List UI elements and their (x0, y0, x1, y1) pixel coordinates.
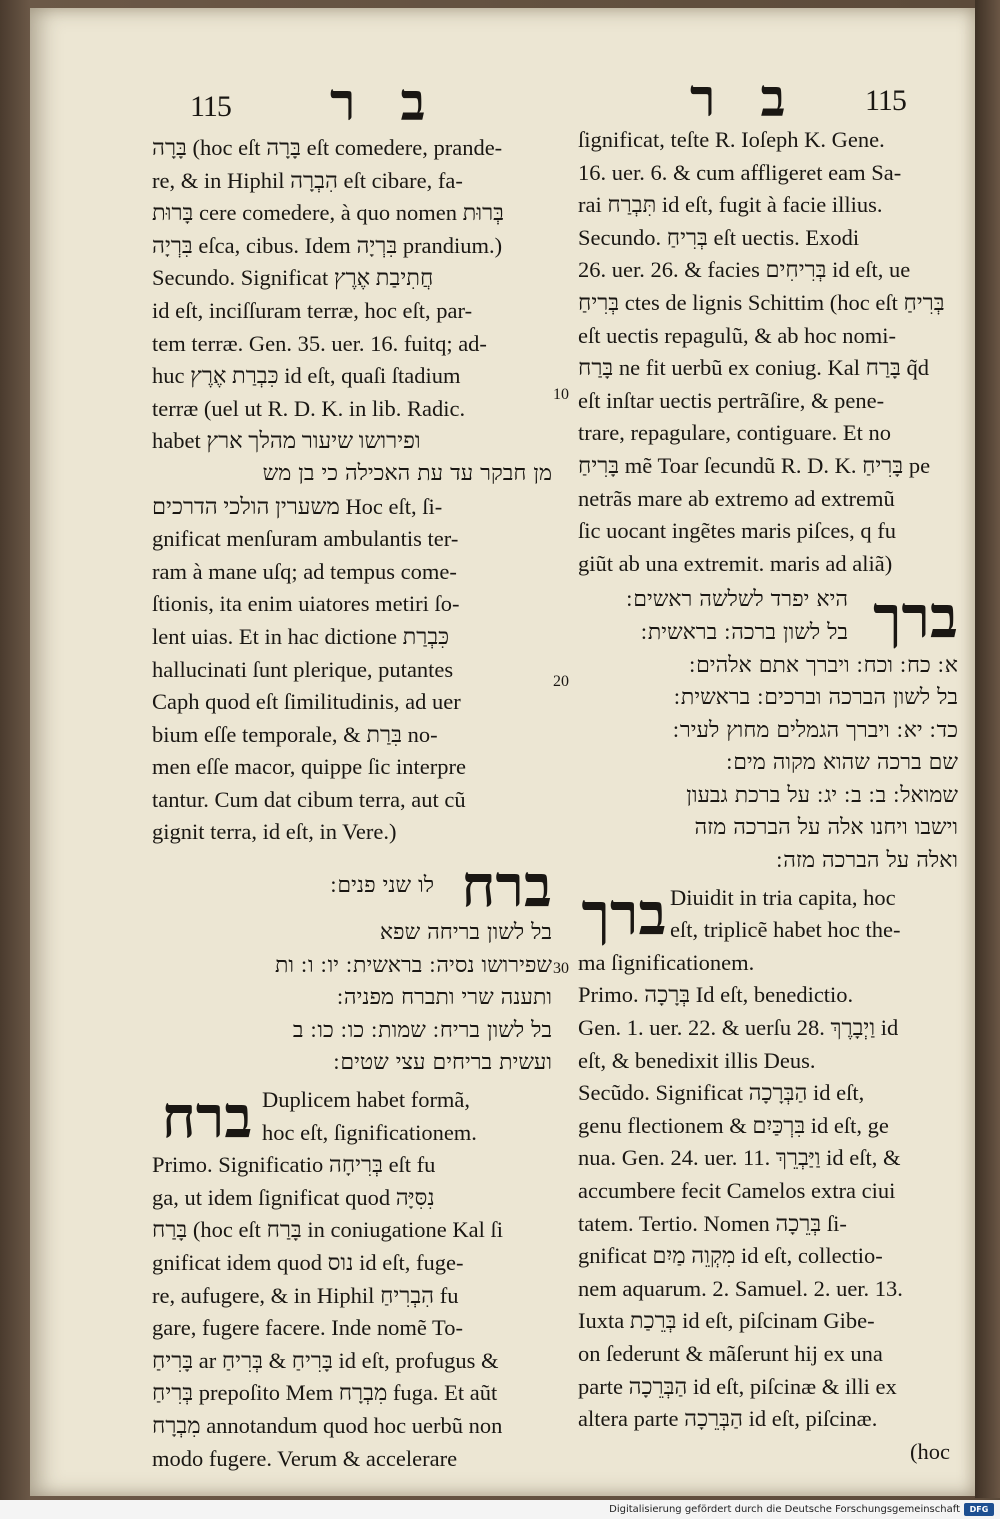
text-line: Secundo. Significat חֲתִיבַת אֶרֶץ (152, 265, 434, 291)
text-line: lent uias. Et in hac dictione כִּבְרַת (152, 623, 450, 649)
text-line: re, & in Hiphil הִבְרָה eſt cibare, fa- (152, 167, 463, 193)
text-line: eſt inſtar uectis pertrãſire, & pene- (578, 387, 885, 413)
text-line: accumbere fecit Camelos extra ciui (578, 1178, 896, 1203)
hebrew-text-line: שמואל ׃ ב ׃ ב ׃ יג ׃ על ברכת גבעון (686, 782, 958, 808)
text-line: ga, ut idem ſignificat quod נִסִּיָּה (152, 1184, 435, 1210)
text-line: gnificat menſuram ambulantis ter- (152, 526, 459, 552)
text-line: gnificat idem quod נוס id eſt, fuge- (152, 1250, 464, 1275)
entry-barach (152, 852, 552, 921)
text-line: eſt uectis repagulũ, & ab hoc nomi- (578, 322, 897, 348)
hebrew-text-line: בל לשון ברכה ׃ בראשית ׃ (640, 619, 848, 645)
hebrew-text-line: שפירושו נסיה ׃ בראשית ׃ יו ׃ ו ׃ ות (275, 952, 552, 978)
text-line: בָּרִיחַ ar בָּרִיחַ & בְּרִיחַ id eſt, profugus & (152, 1347, 499, 1373)
hebrew-text-line: ותענה שרי ותברח מפניה ׃ (336, 985, 552, 1011)
hebrew-text-line: היא יפרד לשלשה ראשים ׃ (626, 587, 848, 613)
margin-line-number: 10 (553, 386, 569, 403)
text-line: מִבְרָח annotandum quod hoc uerbũ non (152, 1412, 503, 1438)
text-line: gignit terra, id eſt, in Vere.) (152, 819, 397, 845)
text-line: בָּרַח ne fit uerbũ ex coniug. Kal בָּרַח q̃d (578, 355, 929, 381)
hebrew-text-line: בל לשון בריח ׃ שמות ׃ כו ׃ כו ׃ ב (292, 1017, 552, 1043)
book-edge (975, 0, 1000, 1498)
text-line: בְּרִיחַ ctes de lignis Schittim (hoc eſt בְּרִיחַ (578, 289, 945, 315)
text-line: id eſt, inciſſuram terræ, hoc eſt, par- (152, 297, 473, 323)
left-column (152, 132, 552, 1475)
text-line: on ſederunt & mãſerunt hij ex una (578, 1340, 883, 1366)
text-line: בִּרְיָה eſca, cibus. Idem בִּרְיָה prandium.) (152, 232, 503, 258)
hebrew-text-line: שם ברכה שהוא מקוה מים ׃ (726, 750, 958, 776)
text-line: hallucinati ſunt plerique, putantes (152, 656, 454, 682)
hebrew-text-line: ועשית בריחים עצי שטים ׃ (333, 1050, 552, 1076)
text-line: eſt, & benedixit illis Deus. (578, 1047, 816, 1073)
text-line: Caph quod eſt ſimilitudinis, ad uer (152, 689, 461, 715)
text-line: ma ſignificationem. (578, 949, 755, 975)
entry-barach-latin (152, 1084, 552, 1149)
text-line: ſignificat, teſte R. Ioſeph K. Gene. (578, 127, 885, 152)
hebrew-text-line: וישבו ויחנו אלה על הברכה מזה (694, 815, 958, 841)
entry-headword: ברח (461, 852, 552, 921)
text-line: parte הַבְּרֵכָה id eſt, piſcinæ & illi ex (578, 1373, 897, 1399)
right-page-number: 115 (865, 84, 906, 117)
text-line: (hoc (910, 1438, 950, 1464)
text-line: bium eſſe temporale, & בִּרַת no- (152, 721, 438, 747)
text-line: huc כִּבְרַת אֶרֶץ id eſt, quaſi ſtadium (152, 363, 461, 389)
text-line: trare, repagulare, contiguare. Et no (578, 420, 891, 446)
text-line: genu flectionem & בִּרְכַּיִם id eſt, ge (578, 1112, 889, 1138)
hebrew-text-line: כד ׃ יא ׃ ויברך הגמלים מחוץ לעיר ׃ (672, 717, 958, 743)
text-line: Secundo. בְּרִיחַ eſt uectis. Exodi (578, 224, 860, 250)
hebrew-text-line: ואלה על הברכה מזה ׃ (776, 848, 958, 874)
text-line: re, aufugere, & in Hiphil הִבְרִיחַ fu (152, 1282, 459, 1308)
left-page-number: 115 (190, 90, 231, 123)
entry-barakh (578, 584, 958, 649)
book-page (30, 8, 975, 1496)
text-line: Iuxta בְּרֵכַת id eſt, piſcinam Gibe- (578, 1308, 875, 1334)
margin-line-number: 20 (553, 673, 569, 690)
text-line: 16. uer. 6. & cum affligeret eam Sa- (578, 159, 902, 185)
footer-bar (0, 1500, 1000, 1519)
text-line: Primo. Significatio בְּרִיחָה eſt fu (152, 1152, 436, 1178)
text-line: rai תִּבְרַח id eſt, fugit à facie illius. (578, 192, 883, 218)
text-line: gare, fugere facere. Inde nomẽ To- (152, 1315, 463, 1341)
text-line: ram à mane uſq; ad tempus come- (152, 558, 457, 584)
right-hebrew-heading: ב ר (690, 71, 802, 128)
left-hebrew-heading: ב ר (330, 75, 442, 132)
text-line: בָּרִיחַ mẽ Toar ſecundũ R. D. K. בָּרִיחַ pe (578, 452, 931, 478)
text-line: giũt ab una extremit. maris ad aliã) (578, 550, 893, 576)
text-line: nua. Gen. 24. uer. 11. וַיַּבְרֵךְ id eſt, & (578, 1145, 901, 1171)
entry-headword: ברך (581, 880, 667, 949)
margin-line-number: 30 (553, 960, 569, 977)
text-line: habet ופירושו שיעור מהלך ארץ (152, 428, 421, 454)
text-line: ſic uocant ingẽtes maris piſces, q fu (578, 518, 897, 544)
text-line: tantur. Cum dat cibum terra, aut cũ (152, 786, 466, 812)
text-line: בְּרִיחַ prepoſito Mem מִבְרָח fuga. Et aũt (152, 1380, 498, 1406)
text-line: altera parte הַבְּרֵכָה id eſt, piſcinæ. (578, 1406, 878, 1432)
text-line: 26. uer. 26. & facies בְּרִיחִים id eſt, ue (578, 257, 911, 283)
hebrew-text-line: בל לשון הברכה וברכים ׃ בראשית ׃ (673, 685, 958, 711)
right-column (578, 124, 958, 1468)
text-line: eſt, triplicẽ habet hoc the- (670, 917, 901, 943)
text-line: ſtionis, ita enim uiatores metiri ſo- (152, 591, 460, 617)
text-line: בָּרוּת cere comedere, à quo nomen בְּרוּת (152, 200, 504, 226)
text-line: nem aquarum. 2. Samuel. 2. uer. 13. (578, 1275, 903, 1301)
text-line: Secũdo. Significat הַבְּרָכָה id eſt, (578, 1080, 865, 1106)
text-line: Duplicem habet formã, (262, 1087, 471, 1113)
text-line: בָּרָה (hoc eſt בָּרָה eſt comedere, prande- (152, 135, 503, 160)
hebrew-text-line: א ׃ כח ׃ וכח ׃ ויברך אתם אלהים ׃ (689, 652, 958, 678)
entry-barakh-latin (578, 882, 958, 947)
text-line: gnificat מִקְוֵה מַיִם id eſt, collectio- (578, 1243, 883, 1269)
text-line: terræ (uel ut R. D. K. in lib. Radic. (152, 395, 466, 421)
text-line: בָּרַח (hoc eſt בָּרַח in coniugatione Kal ſi (152, 1217, 503, 1243)
dfg-logo-icon: DFG (964, 1503, 994, 1516)
hebrew-text-line: מן חבקר עד עת האכילה כי בן מש (262, 460, 552, 486)
text-line: hoc eſt, ſignificationem. (262, 1119, 477, 1145)
text-line: tatem. Tertio. Nomen בְּרֵכָה ſi- (578, 1210, 847, 1236)
text-line: Primo. בְּרָכָה Id eſt, benedictio. (578, 982, 854, 1008)
text-line: tem terræ. Gen. 35. uer. 16. fuitq; ad- (152, 330, 487, 356)
text-line: modo fugere. Verum & accelerare (152, 1445, 458, 1471)
text-line: Diuidit in tria capita, hoc (670, 884, 896, 910)
text-line: משערין הולכי הדרכים Hoc eſt, ſi- (152, 493, 443, 519)
entry-headword: ברך (873, 582, 958, 651)
funding-notice: Digitalisierung gefördert durch die Deutsche Forschungsgemeinschaft (609, 1504, 960, 1515)
entry-headword: ברח (161, 1082, 253, 1151)
hebrew-text-line: בל לשון בריחה שפא (379, 920, 552, 946)
hebrew-text-line: לו שני פנים ׃ (330, 872, 434, 898)
text-line: Gen. 1. uer. 22. & uerſu 28. וַיְבָרֶךְ id (578, 1015, 899, 1041)
text-line: netrãs mare ab extremo ad extremũ (578, 485, 895, 511)
text-line: men eſſe macor, quippe ſic interpre (152, 754, 466, 780)
